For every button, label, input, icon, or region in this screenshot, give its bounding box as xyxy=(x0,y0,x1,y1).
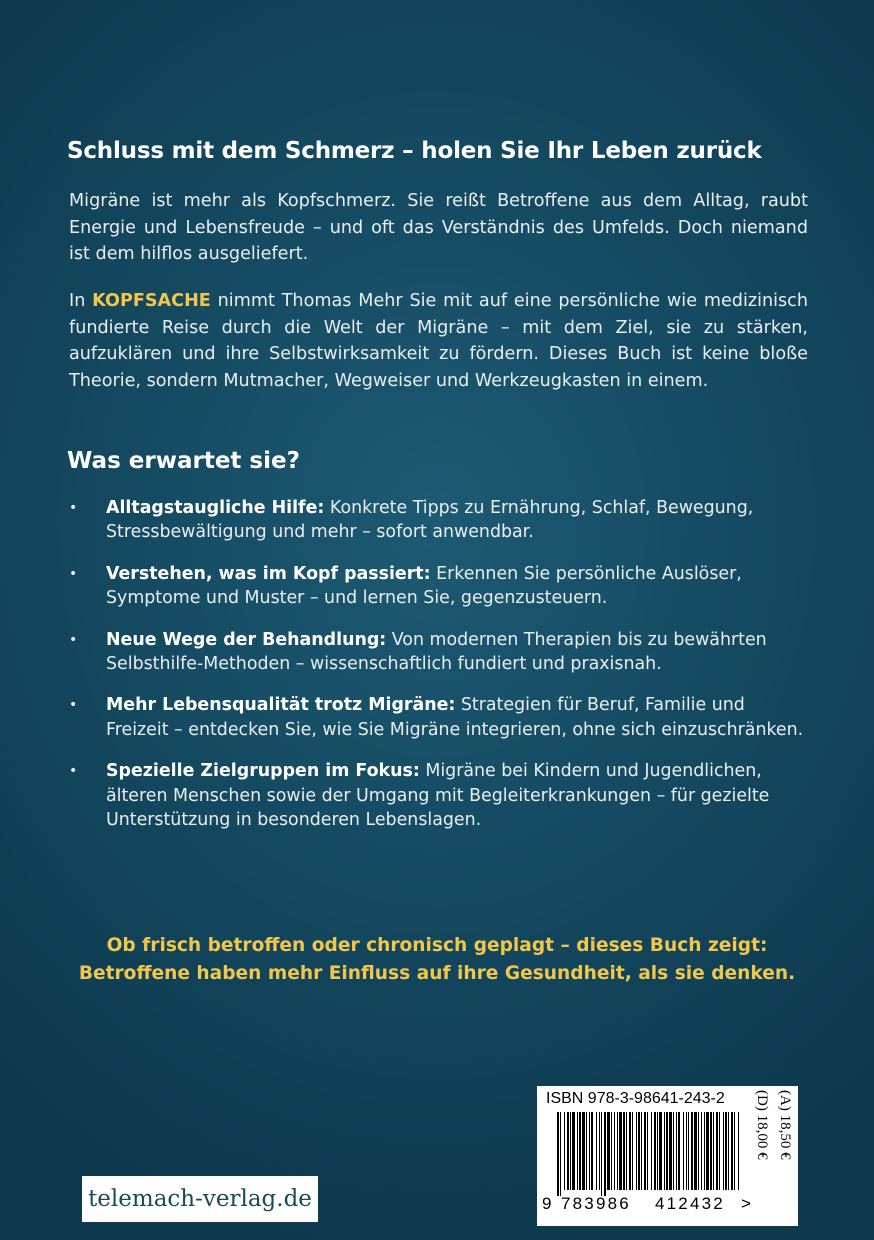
barcode-bar xyxy=(599,1112,600,1190)
barcode-bar xyxy=(659,1112,662,1190)
barcode-bar xyxy=(604,1112,606,1196)
book-description xyxy=(69,288,808,395)
bullet-icon: • xyxy=(69,763,78,780)
intro-paragraph: Migräne ist mehr als Kopfschmerz. Sie reißt Betroffene aus dem Alltag, raubt Energie und Lebensfreude – und oft das Verständnis des Umfelds. Doch niemand ist dem hilflos ausgeliefert. xyxy=(69,191,808,265)
barcode-bar xyxy=(698,1112,699,1190)
feature-text: Strategien für Beruf, Familie und Freizeit – entdecken Sie, wie Sie Migräne integrieren, ohne sich einzuschränken. xyxy=(106,695,804,740)
feature-title: Alltagstaugliche Hilfe: xyxy=(106,498,325,518)
barcode-bar xyxy=(636,1112,637,1190)
barcode-bar xyxy=(641,1112,642,1190)
barcode-bar xyxy=(626,1112,627,1190)
barcode-bar xyxy=(577,1112,578,1190)
list-item xyxy=(69,759,809,832)
barcode-bar xyxy=(596,1112,597,1190)
barcode-digits-right: 412432 xyxy=(655,1194,725,1213)
bullet-icon: • xyxy=(69,631,78,648)
closing-statement xyxy=(40,932,834,988)
barcode-bar xyxy=(567,1112,569,1190)
barcode-bar xyxy=(676,1112,677,1190)
barcode-bar xyxy=(669,1112,672,1190)
closing-line-1: Ob frisch betroffen oder chronisch geplagt – dieses Buch zeigt: xyxy=(106,935,768,956)
barcode-bar xyxy=(710,1112,712,1190)
barcode-bar xyxy=(651,1112,652,1190)
barcode-bar xyxy=(719,1112,720,1190)
subheading: Was erwartet sie? xyxy=(67,448,300,474)
list-item xyxy=(69,496,809,545)
barcode-bar xyxy=(564,1112,565,1190)
para-text: nimmt Thomas Mehr Sie mit auf eine persönliche wie medizinisch fundierte Reise durch die Welt der Migräne – mit dem Ziel, sie zu stärken, aufzuklären und ihre Selbstwirksamkeit zu fördern. Dieses Buch ist keine bloße Theorie, sondern Mutmacher, Wegweiser und Werkzeugkasten in einem. xyxy=(69,291,809,392)
feature-list xyxy=(69,496,809,849)
barcode-bar xyxy=(629,1112,631,1190)
barcode-bar xyxy=(691,1112,693,1190)
feature-text: Migräne bei Kindern und Jugendlichen, älteren Menschen sowie der Umgang mit Begleiterkrankungen – für gezielte Unterstützung in besonderen Lebenslagen. xyxy=(106,761,770,831)
barcode-bar xyxy=(632,1112,633,1190)
list-item xyxy=(69,693,809,742)
barcode-bar xyxy=(611,1112,612,1190)
feature-title: Mehr Lebensqualität trotz Migräne: xyxy=(106,695,456,716)
feature-text: Konkrete Tipps zu Ernährung, Schlaf, Bewegung, Stressbewältigung und mehr – sofort anwendbar. xyxy=(106,498,754,543)
isbn-label: ISBN 978-3-98641-243-2 xyxy=(546,1090,725,1107)
feature-text: Erkennen Sie persönliche Auslöser, Symptome und Muster – und lernen Sie, gegenzusteuern. xyxy=(106,563,742,609)
barcode-bar xyxy=(589,1112,590,1190)
barcode-digits-left: 783986 xyxy=(561,1194,631,1213)
list-item xyxy=(69,628,809,677)
barcode-first-digit: 9 xyxy=(542,1194,552,1213)
barcode-bar xyxy=(654,1112,656,1190)
barcode-bar xyxy=(716,1112,718,1190)
barcode-bar xyxy=(694,1112,697,1190)
bullet-icon: • xyxy=(69,697,78,714)
barcode-bar xyxy=(738,1112,739,1190)
barcode-bar xyxy=(572,1112,575,1190)
barcode-bar xyxy=(647,1112,648,1190)
barcode-bar xyxy=(725,1112,727,1190)
publisher-url: telemach-verlag.de xyxy=(82,1176,318,1222)
barcode-bar xyxy=(678,1112,680,1190)
feature-title: Neue Wege der Behandlung: xyxy=(106,629,387,650)
barcode-bar xyxy=(728,1112,729,1190)
barcode-bar xyxy=(617,1112,618,1190)
barcode-box xyxy=(537,1086,798,1226)
barcode-bar xyxy=(704,1112,705,1190)
barcode-bar xyxy=(701,1112,702,1190)
barcode-bar xyxy=(723,1112,724,1190)
price-germany: (D) 18,00 € xyxy=(754,1090,770,1160)
barcode-bar xyxy=(557,1112,559,1196)
barcode-bar xyxy=(591,1112,593,1190)
barcode-bar xyxy=(582,1112,585,1190)
barcode-bar xyxy=(664,1112,665,1190)
feature-title: Spezielle Zielgruppen im Fokus: xyxy=(106,761,420,782)
barcode-bar xyxy=(706,1112,709,1190)
feature-title: Verstehen, was im Kopf passiert: xyxy=(106,563,431,584)
barcode-bar xyxy=(570,1112,571,1190)
book-title: KOPFSACHE xyxy=(92,291,211,311)
feature-text: Von modernen Therapien bis zu bewährten Selbsthilfe-Methoden – wissenschaftlich fundiert und praxisnah. xyxy=(106,629,767,675)
barcode-bar xyxy=(623,1112,625,1190)
headline: Schluss mit dem Schmerz – holen Sie Ihr Leben zurück xyxy=(67,138,762,164)
barcode-bar xyxy=(586,1112,587,1190)
barcode-bar xyxy=(579,1112,581,1190)
barcode-bar xyxy=(560,1112,561,1196)
barcode-bar xyxy=(638,1112,640,1190)
list-item xyxy=(69,562,809,611)
barcode-end-mark: > xyxy=(741,1194,751,1213)
barcode-bar xyxy=(734,1112,735,1190)
barcode-bar xyxy=(686,1112,687,1190)
para-prefix: In xyxy=(69,291,86,311)
barcode-bar xyxy=(688,1112,689,1190)
barcode-bar xyxy=(619,1112,622,1190)
barcode-bar xyxy=(657,1112,658,1190)
bullet-icon: • xyxy=(69,500,78,516)
barcode-bars xyxy=(557,1112,747,1196)
barcode-bar xyxy=(713,1112,714,1190)
barcode-bar xyxy=(644,1112,646,1190)
bullet-icon: • xyxy=(69,565,78,582)
barcode-bar xyxy=(683,1112,684,1190)
barcode-bar xyxy=(601,1112,602,1196)
barcode-bar xyxy=(666,1112,668,1190)
barcode-bar xyxy=(731,1112,733,1190)
barcode-bar xyxy=(607,1112,610,1190)
price-austria: (A) 18,50 € xyxy=(777,1090,793,1160)
closing-line-2: Betroffene haben mehr Einfluss auf ihre Gesundheit, als sie denken. xyxy=(78,963,796,984)
barcode-bar xyxy=(673,1112,674,1190)
barcode-bar xyxy=(614,1112,615,1190)
